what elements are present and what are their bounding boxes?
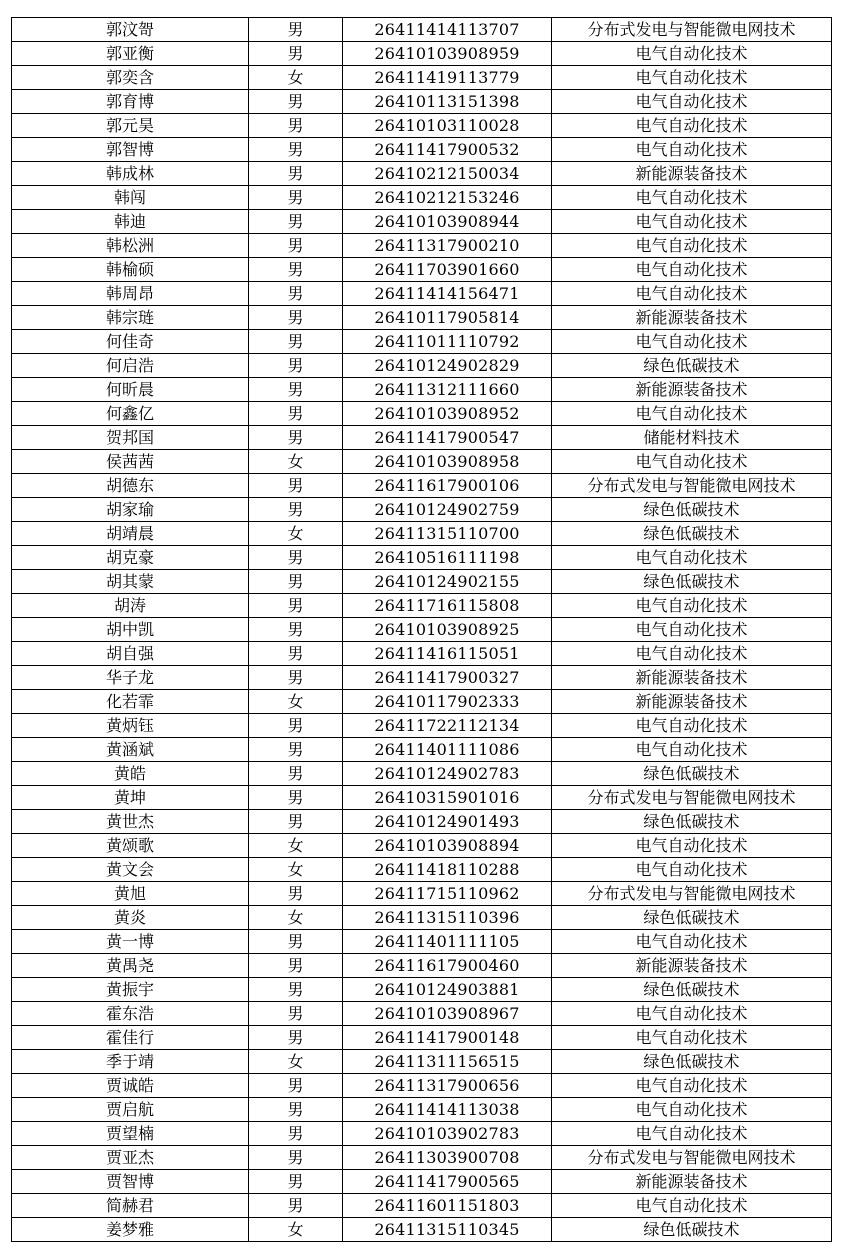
major-cell: 电气自动化技术 <box>552 42 832 66</box>
student-name-cell: 郭亚衡 <box>12 42 249 66</box>
student-name-cell: 何昕晨 <box>12 378 249 402</box>
exam-number-cell: 26411303900708 <box>343 1146 552 1170</box>
table-row <box>12 762 832 786</box>
table-row <box>12 114 832 138</box>
exam-number-cell: 26410117905814 <box>343 306 552 330</box>
exam-number-cell: 26410103908944 <box>343 210 552 234</box>
student-name-cell: 胡涛 <box>12 594 249 618</box>
student-name-cell: 郭育博 <box>12 90 249 114</box>
exam-number-cell: 26410103908958 <box>343 450 552 474</box>
exam-number-cell: 26411401111105 <box>343 930 552 954</box>
gender-cell: 男 <box>249 474 343 498</box>
table-row <box>12 354 832 378</box>
exam-number-cell: 26411617900460 <box>343 954 552 978</box>
gender-cell: 男 <box>249 1194 343 1218</box>
table-row <box>12 234 832 258</box>
student-name-cell: 黄炎 <box>12 906 249 930</box>
table-row <box>12 642 832 666</box>
exam-number-cell: 26411315110700 <box>343 522 552 546</box>
table-row <box>12 162 832 186</box>
gender-cell: 男 <box>249 786 343 810</box>
exam-number-cell: 26410212150034 <box>343 162 552 186</box>
table-row <box>12 618 832 642</box>
exam-number-cell: 26410124902155 <box>343 570 552 594</box>
major-cell: 绿色低碳技术 <box>552 1050 832 1074</box>
table-row <box>12 426 832 450</box>
major-cell: 绿色低碳技术 <box>552 810 832 834</box>
gender-cell: 女 <box>249 1218 343 1242</box>
gender-cell: 男 <box>249 210 343 234</box>
exam-number-cell: 26411716115808 <box>343 594 552 618</box>
student-name-cell: 何启浩 <box>12 354 249 378</box>
student-name-cell: 胡德东 <box>12 474 249 498</box>
gender-cell: 男 <box>249 1026 343 1050</box>
student-name-cell: 黄禺尧 <box>12 954 249 978</box>
table-row <box>12 18 832 42</box>
major-cell: 电气自动化技术 <box>552 1194 832 1218</box>
exam-number-cell: 26411418110288 <box>343 858 552 882</box>
student-name-cell: 黄皓 <box>12 762 249 786</box>
exam-number-cell: 26411416115051 <box>343 642 552 666</box>
table-row <box>12 282 832 306</box>
student-name-cell: 贾智博 <box>12 1170 249 1194</box>
gender-cell: 女 <box>249 690 343 714</box>
major-cell: 新能源装备技术 <box>552 690 832 714</box>
exam-number-cell: 26410124902829 <box>343 354 552 378</box>
gender-cell: 男 <box>249 234 343 258</box>
table-row <box>12 42 832 66</box>
gender-cell: 男 <box>249 426 343 450</box>
major-cell: 电气自动化技术 <box>552 714 832 738</box>
table-row <box>12 1218 832 1242</box>
student-name-cell: 郭汶哿 <box>12 18 249 42</box>
major-cell: 电气自动化技术 <box>552 1074 832 1098</box>
major-cell: 新能源装备技术 <box>552 1170 832 1194</box>
major-cell: 电气自动化技术 <box>552 618 832 642</box>
gender-cell: 男 <box>249 162 343 186</box>
exam-number-cell: 26410113151398 <box>343 90 552 114</box>
gender-cell: 男 <box>249 378 343 402</box>
major-cell: 电气自动化技术 <box>552 594 832 618</box>
student-name-cell: 贾望楠 <box>12 1122 249 1146</box>
exam-number-cell: 26410516111198 <box>343 546 552 570</box>
student-name-cell: 贺邦国 <box>12 426 249 450</box>
exam-number-cell: 26410117902333 <box>343 690 552 714</box>
gender-cell: 男 <box>249 618 343 642</box>
exam-number-cell: 26410315901016 <box>343 786 552 810</box>
gender-cell: 男 <box>249 954 343 978</box>
major-cell: 电气自动化技术 <box>552 858 832 882</box>
exam-number-cell: 26411315110396 <box>343 906 552 930</box>
gender-cell: 男 <box>249 978 343 1002</box>
major-cell: 新能源装备技术 <box>552 378 832 402</box>
table-row <box>12 1074 832 1098</box>
exam-number-cell: 26410124903881 <box>343 978 552 1002</box>
major-cell: 绿色低碳技术 <box>552 1218 832 1242</box>
student-roster-table <box>11 17 832 1242</box>
gender-cell: 男 <box>249 186 343 210</box>
exam-number-cell: 26411417900327 <box>343 666 552 690</box>
student-name-cell: 胡中凯 <box>12 618 249 642</box>
gender-cell: 男 <box>249 1170 343 1194</box>
table-row <box>12 498 832 522</box>
student-name-cell: 黄涵斌 <box>12 738 249 762</box>
gender-cell: 男 <box>249 930 343 954</box>
table-row <box>12 666 832 690</box>
student-name-cell: 侯茜茜 <box>12 450 249 474</box>
student-name-cell: 黄文会 <box>12 858 249 882</box>
table-row <box>12 954 832 978</box>
gender-cell: 男 <box>249 498 343 522</box>
exam-number-cell: 26410212153246 <box>343 186 552 210</box>
student-name-cell: 贾诚皓 <box>12 1074 249 1098</box>
student-name-cell: 黄旭 <box>12 882 249 906</box>
student-name-cell: 何鑫亿 <box>12 402 249 426</box>
gender-cell: 男 <box>249 1002 343 1026</box>
student-name-cell: 华子龙 <box>12 666 249 690</box>
student-name-cell: 黄炳钰 <box>12 714 249 738</box>
exam-number-cell: 26411312111660 <box>343 378 552 402</box>
major-cell: 电气自动化技术 <box>552 1098 832 1122</box>
gender-cell: 女 <box>249 906 343 930</box>
student-name-cell: 胡靖晨 <box>12 522 249 546</box>
student-name-cell: 霍佳行 <box>12 1026 249 1050</box>
table-row <box>12 858 832 882</box>
student-name-cell: 郭智博 <box>12 138 249 162</box>
student-name-cell: 韩松洲 <box>12 234 249 258</box>
student-name-cell: 韩闯 <box>12 186 249 210</box>
gender-cell: 女 <box>249 834 343 858</box>
student-name-cell: 胡家瑜 <box>12 498 249 522</box>
major-cell: 电气自动化技术 <box>552 1026 832 1050</box>
gender-cell: 男 <box>249 642 343 666</box>
major-cell: 绿色低碳技术 <box>552 498 832 522</box>
gender-cell: 男 <box>249 1146 343 1170</box>
exam-number-cell: 26410103908894 <box>343 834 552 858</box>
major-cell: 新能源装备技术 <box>552 954 832 978</box>
exam-number-cell: 26411417900565 <box>343 1170 552 1194</box>
exam-number-cell: 26411401111086 <box>343 738 552 762</box>
major-cell: 分布式发电与智能微电网技术 <box>552 474 832 498</box>
table-row <box>12 1122 832 1146</box>
major-cell: 绿色低碳技术 <box>552 978 832 1002</box>
exam-number-cell: 26410103110028 <box>343 114 552 138</box>
table-row <box>12 474 832 498</box>
exam-number-cell: 26410124902759 <box>343 498 552 522</box>
major-cell: 电气自动化技术 <box>552 930 832 954</box>
table-row <box>12 714 832 738</box>
gender-cell: 女 <box>249 858 343 882</box>
student-name-cell: 胡其蒙 <box>12 570 249 594</box>
major-cell: 电气自动化技术 <box>552 330 832 354</box>
major-cell: 分布式发电与智能微电网技术 <box>552 18 832 42</box>
table-row <box>12 834 832 858</box>
major-cell: 电气自动化技术 <box>552 234 832 258</box>
major-cell: 绿色低碳技术 <box>552 570 832 594</box>
table-row <box>12 1050 832 1074</box>
exam-number-cell: 26411317900210 <box>343 234 552 258</box>
table-row <box>12 90 832 114</box>
exam-number-cell: 26411011110792 <box>343 330 552 354</box>
student-name-cell: 郭奕含 <box>12 66 249 90</box>
table-row <box>12 786 832 810</box>
major-cell: 绿色低碳技术 <box>552 522 832 546</box>
major-cell: 电气自动化技术 <box>552 450 832 474</box>
exam-number-cell: 26411703901660 <box>343 258 552 282</box>
gender-cell: 男 <box>249 570 343 594</box>
exam-number-cell: 26411317900656 <box>343 1074 552 1098</box>
table-row <box>12 1194 832 1218</box>
table-row <box>12 186 832 210</box>
gender-cell: 男 <box>249 1122 343 1146</box>
table-row <box>12 210 832 234</box>
gender-cell: 男 <box>249 594 343 618</box>
major-cell: 绿色低碳技术 <box>552 354 832 378</box>
exam-number-cell: 26411311156515 <box>343 1050 552 1074</box>
table-row <box>12 522 832 546</box>
gender-cell: 男 <box>249 546 343 570</box>
gender-cell: 男 <box>249 138 343 162</box>
table-row <box>12 1098 832 1122</box>
student-name-cell: 黄颂歌 <box>12 834 249 858</box>
table-row <box>12 450 832 474</box>
gender-cell: 男 <box>249 90 343 114</box>
gender-cell: 男 <box>249 714 343 738</box>
exam-number-cell: 26411715110962 <box>343 882 552 906</box>
table-row <box>12 66 832 90</box>
gender-cell: 男 <box>249 282 343 306</box>
major-cell: 电气自动化技术 <box>552 210 832 234</box>
major-cell: 储能材料技术 <box>552 426 832 450</box>
gender-cell: 男 <box>249 402 343 426</box>
table-row <box>12 402 832 426</box>
gender-cell: 男 <box>249 882 343 906</box>
major-cell: 新能源装备技术 <box>552 162 832 186</box>
major-cell: 电气自动化技术 <box>552 114 832 138</box>
student-name-cell: 贾启航 <box>12 1098 249 1122</box>
student-name-cell: 韩榆硕 <box>12 258 249 282</box>
student-name-cell: 季于靖 <box>12 1050 249 1074</box>
exam-number-cell: 26411414113038 <box>343 1098 552 1122</box>
major-cell: 绿色低碳技术 <box>552 906 832 930</box>
gender-cell: 男 <box>249 810 343 834</box>
major-cell: 电气自动化技术 <box>552 258 832 282</box>
gender-cell: 男 <box>249 42 343 66</box>
major-cell: 新能源装备技术 <box>552 666 832 690</box>
major-cell: 电气自动化技术 <box>552 186 832 210</box>
gender-cell: 男 <box>249 1098 343 1122</box>
student-name-cell: 简赫君 <box>12 1194 249 1218</box>
student-name-cell: 姜梦雅 <box>12 1218 249 1242</box>
table-row <box>12 810 832 834</box>
gender-cell: 男 <box>249 354 343 378</box>
major-cell: 分布式发电与智能微电网技术 <box>552 786 832 810</box>
table-row <box>12 330 832 354</box>
table-row <box>12 1146 832 1170</box>
gender-cell: 男 <box>249 666 343 690</box>
table-row <box>12 258 832 282</box>
student-name-cell: 霍东浩 <box>12 1002 249 1026</box>
table-row <box>12 930 832 954</box>
table-row <box>12 882 832 906</box>
major-cell: 电气自动化技术 <box>552 66 832 90</box>
exam-number-cell: 26411417900547 <box>343 426 552 450</box>
student-name-cell: 韩周昂 <box>12 282 249 306</box>
table-row <box>12 546 832 570</box>
table-row <box>12 738 832 762</box>
table-row <box>12 906 832 930</box>
major-cell: 绿色低碳技术 <box>552 762 832 786</box>
gender-cell: 男 <box>249 258 343 282</box>
major-cell: 电气自动化技术 <box>552 738 832 762</box>
roster-body <box>12 18 832 1242</box>
student-name-cell: 贾亚杰 <box>12 1146 249 1170</box>
gender-cell: 男 <box>249 306 343 330</box>
student-name-cell: 韩成林 <box>12 162 249 186</box>
major-cell: 电气自动化技术 <box>552 90 832 114</box>
table-row <box>12 378 832 402</box>
exam-number-cell: 26411722112134 <box>343 714 552 738</box>
exam-number-cell: 26411417900148 <box>343 1026 552 1050</box>
gender-cell: 男 <box>249 738 343 762</box>
gender-cell: 男 <box>249 762 343 786</box>
student-name-cell: 胡自强 <box>12 642 249 666</box>
exam-number-cell: 26411417900532 <box>343 138 552 162</box>
exam-number-cell: 26411414156471 <box>343 282 552 306</box>
major-cell: 电气自动化技术 <box>552 834 832 858</box>
exam-number-cell: 26410103908959 <box>343 42 552 66</box>
table-row <box>12 138 832 162</box>
student-name-cell: 郭元昊 <box>12 114 249 138</box>
student-name-cell: 黄一博 <box>12 930 249 954</box>
student-name-cell: 何佳奇 <box>12 330 249 354</box>
major-cell: 电气自动化技术 <box>552 1122 832 1146</box>
major-cell: 电气自动化技术 <box>552 1002 832 1026</box>
gender-cell: 女 <box>249 66 343 90</box>
exam-number-cell: 26411315110345 <box>343 1218 552 1242</box>
gender-cell: 女 <box>249 522 343 546</box>
exam-number-cell: 26410124902783 <box>343 762 552 786</box>
exam-number-cell: 26410103908967 <box>343 1002 552 1026</box>
gender-cell: 男 <box>249 114 343 138</box>
student-name-cell: 黄坤 <box>12 786 249 810</box>
table-row <box>12 1002 832 1026</box>
student-name-cell: 韩迪 <box>12 210 249 234</box>
major-cell: 电气自动化技术 <box>552 282 832 306</box>
major-cell: 电气自动化技术 <box>552 138 832 162</box>
major-cell: 新能源装备技术 <box>552 306 832 330</box>
table-row <box>12 978 832 1002</box>
gender-cell: 男 <box>249 18 343 42</box>
student-name-cell: 胡克豪 <box>12 546 249 570</box>
exam-number-cell: 26411419113779 <box>343 66 552 90</box>
exam-number-cell: 26411617900106 <box>343 474 552 498</box>
major-cell: 电气自动化技术 <box>552 546 832 570</box>
student-name-cell: 化若霏 <box>12 690 249 714</box>
major-cell: 电气自动化技术 <box>552 402 832 426</box>
exam-number-cell: 26410103908952 <box>343 402 552 426</box>
student-name-cell: 黄振宇 <box>12 978 249 1002</box>
exam-number-cell: 26410103908925 <box>343 618 552 642</box>
student-name-cell: 黄世杰 <box>12 810 249 834</box>
major-cell: 分布式发电与智能微电网技术 <box>552 1146 832 1170</box>
gender-cell: 女 <box>249 450 343 474</box>
table-row <box>12 594 832 618</box>
table-row <box>12 570 832 594</box>
table-row <box>12 690 832 714</box>
table-row <box>12 1026 832 1050</box>
table-row <box>12 306 832 330</box>
exam-number-cell: 26410103902783 <box>343 1122 552 1146</box>
major-cell: 电气自动化技术 <box>552 642 832 666</box>
major-cell: 分布式发电与智能微电网技术 <box>552 882 832 906</box>
gender-cell: 女 <box>249 1050 343 1074</box>
gender-cell: 男 <box>249 1074 343 1098</box>
student-name-cell: 韩宗琏 <box>12 306 249 330</box>
exam-number-cell: 26411414113707 <box>343 18 552 42</box>
exam-number-cell: 26411601151803 <box>343 1194 552 1218</box>
table-row <box>12 1170 832 1194</box>
gender-cell: 男 <box>249 330 343 354</box>
exam-number-cell: 26410124901493 <box>343 810 552 834</box>
